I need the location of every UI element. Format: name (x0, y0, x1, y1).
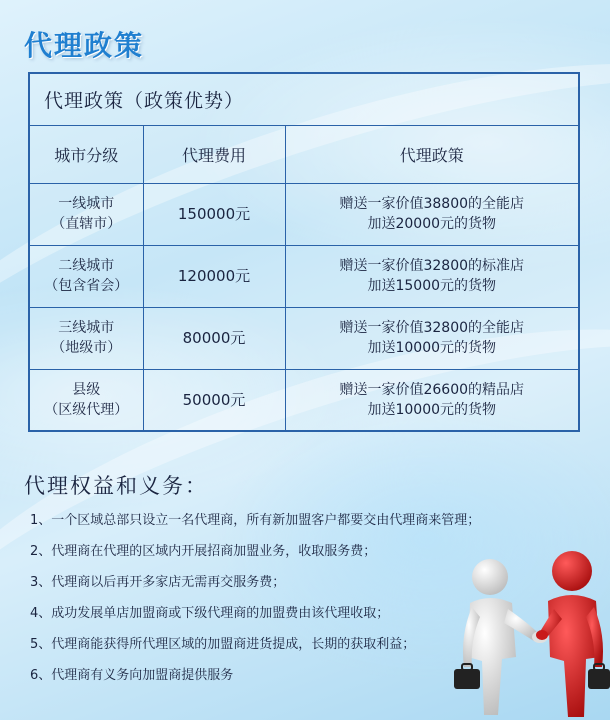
header-city-level: 城市分级 (29, 125, 143, 183)
policy-store: 赠送一家价值32800的全能店 (339, 320, 525, 336)
fee-cell: 50000元 (143, 369, 285, 431)
list-item: 2、代理商在代理的区域内开展招商加盟业务，收取服务费； (30, 544, 377, 559)
policy-cell (285, 369, 579, 431)
policy-cell (285, 183, 579, 245)
city-cell (29, 245, 143, 307)
policy-cell (285, 307, 579, 369)
list-item: 4、成功发展单店加盟商或下级代理商的加盟费由该代理收取； (30, 606, 390, 621)
city-cell (29, 183, 143, 245)
list-item: 1、一个区域总部只设立一名代理商，所有新加盟客户都要交由代理商来管理； (30, 513, 481, 528)
table-row (29, 369, 579, 431)
header-policy: 代理政策 (285, 125, 579, 183)
list-item: 3、代理商以后再开多家店无需再交服务费； (30, 575, 286, 590)
city-note: （区级代理） (44, 401, 129, 418)
fee-cell: 80000元 (143, 307, 285, 369)
city-name: 县级 (72, 381, 101, 398)
table-header-row (29, 125, 579, 183)
city-note: （地级市） (51, 340, 122, 356)
table-row (29, 183, 579, 245)
policy-goods: 加送15000元的货物 (367, 278, 497, 294)
list-item: 5、代理商能获得所代理区域的加盟商进货提成，长期的获取利益； (30, 637, 416, 652)
city-note: （直辖市） (51, 216, 122, 232)
list-item: 6、代理商有义务向加盟商提供服务 (30, 668, 234, 683)
table-row (29, 245, 579, 307)
rights-heading: 代理权益和义务： (24, 474, 208, 498)
policy-goods: 加送20000元的货物 (367, 216, 497, 232)
policy-cell (285, 245, 579, 307)
header-fee: 代理费用 (143, 125, 285, 183)
city-cell (29, 307, 143, 369)
fee-cell: 120000元 (143, 245, 285, 307)
table-caption: 代理政策（政策优势） (29, 73, 579, 125)
policy-store: 赠送一家价值32800的标准店 (339, 258, 525, 274)
city-name: 一线城市 (58, 196, 115, 212)
fee-cell: 150000元 (143, 183, 285, 245)
policy-store: 赠送一家价值26600的精品店 (339, 381, 525, 398)
policy-goods: 加送10000元的货物 (367, 401, 497, 418)
policy-store: 赠送一家价值38800的全能店 (339, 196, 525, 212)
city-name: 三线城市 (58, 320, 115, 336)
city-cell (29, 369, 143, 431)
city-name: 二线城市 (58, 258, 115, 274)
table-row (29, 307, 579, 369)
policy-goods: 加送10000元的货物 (367, 340, 497, 356)
city-note: （包含省会） (44, 278, 129, 294)
handshake-figures-icon (450, 545, 610, 720)
page-title: 代理政策 (24, 29, 145, 62)
policy-table (28, 72, 580, 432)
